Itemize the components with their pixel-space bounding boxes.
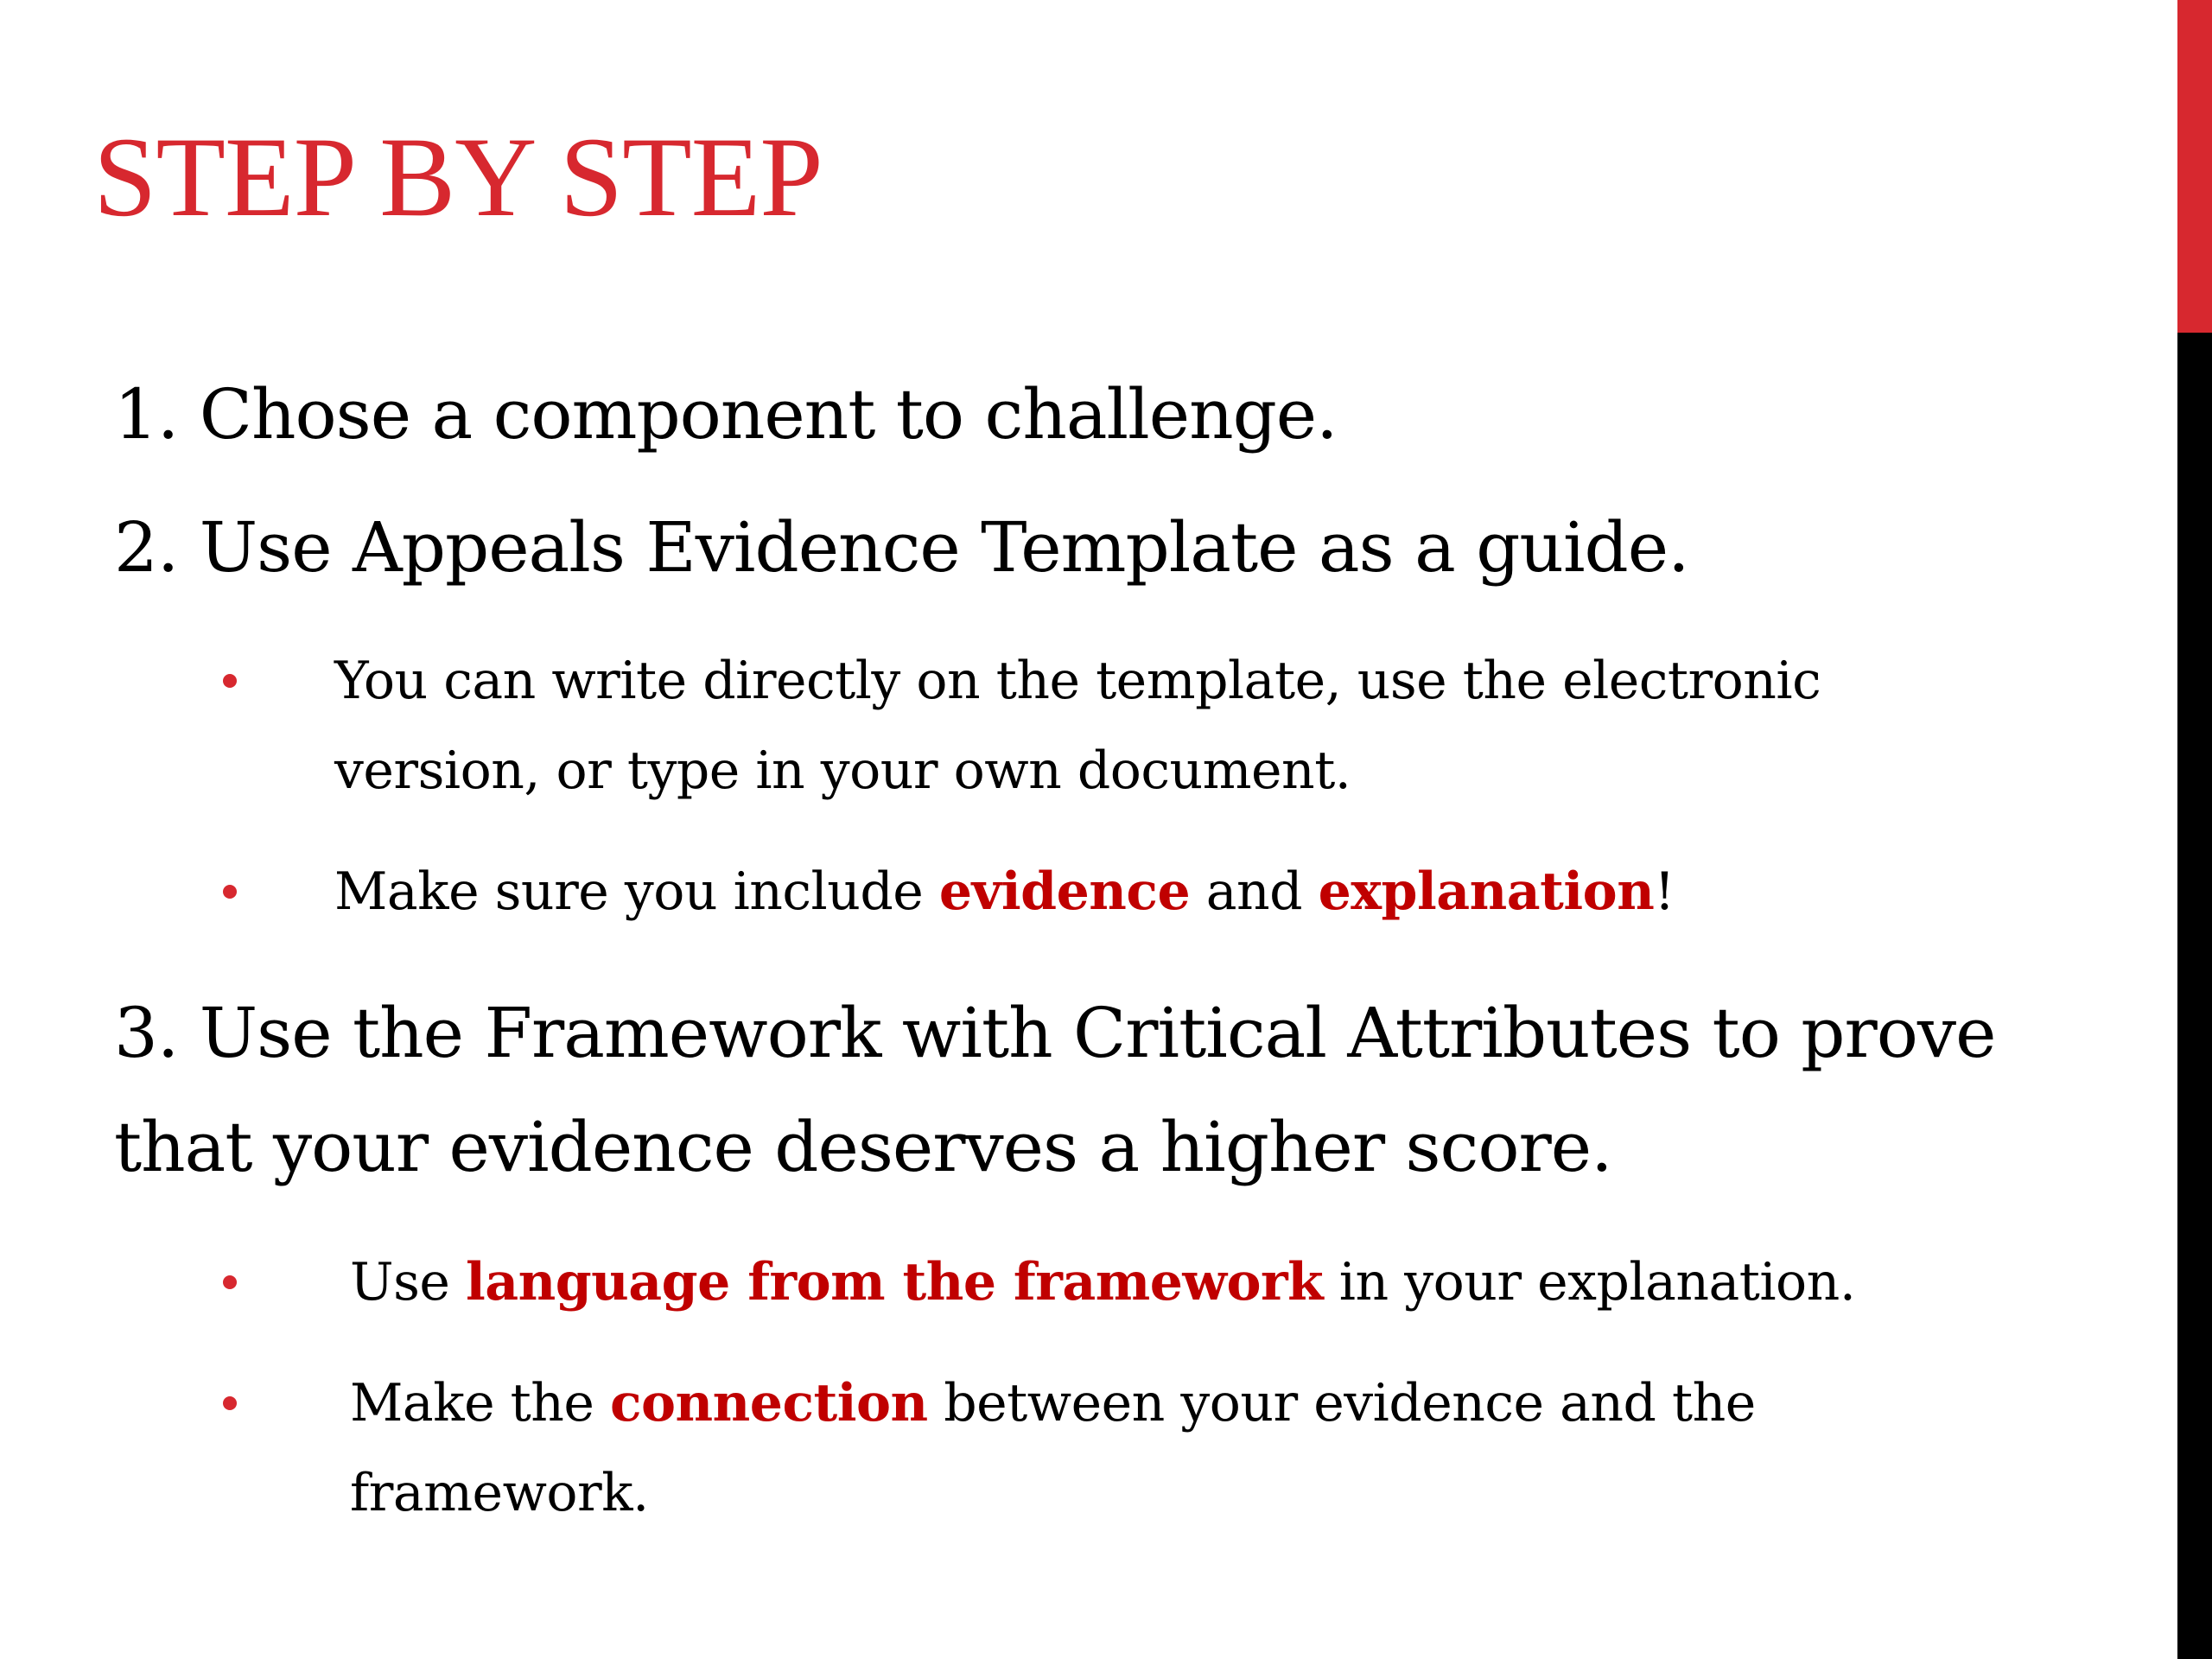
bullet-3-text-a: Use: [350, 1252, 466, 1313]
bullet-2-emphasis-explanation: explanation: [1318, 861, 1655, 922]
accent-bar-black: [2177, 333, 2212, 1659]
step-3: 3. Use the Framework with Critical Attributes to prove that your evidence deserves a higher score.: [114, 993, 1996, 1187]
bullet-2-text-b: and: [1190, 861, 1319, 922]
step-2: 2. Use Appeals Evidence Template as a guide.: [114, 507, 1689, 588]
bullet-2-emphasis-evidence: evidence: [938, 861, 1191, 922]
bullet-dot: [223, 885, 237, 899]
bullet-3-text-b: in your explanation.: [1323, 1252, 1856, 1313]
step-1: 1. Chose a component to challenge.: [114, 374, 1338, 454]
bullet-4-text-a: Make the: [350, 1373, 610, 1433]
bullet-2-text-a: Make sure you include: [334, 861, 939, 922]
bullet-3: [350, 1237, 2078, 1327]
bullet-2-text-c: !: [1654, 861, 1675, 922]
accent-bar-red: [2177, 0, 2212, 333]
bullet-dot: [223, 1396, 237, 1410]
bullet-4-emphasis-connection: connection: [609, 1373, 928, 1433]
bullet-dot: [223, 1275, 237, 1289]
bullet-dot: [223, 674, 237, 688]
bullet-3-emphasis-language: language from the framework: [465, 1252, 1324, 1313]
slide-title: STEP BY STEP: [93, 113, 823, 240]
bullet-4-text-b: between your evidence and the framework.: [350, 1373, 1756, 1523]
bullet-4: [350, 1358, 1836, 1538]
bullet-1: You can write directly on the template, use the electronic version, or type in your own document.: [334, 651, 1821, 801]
bullet-2: [334, 847, 2063, 937]
